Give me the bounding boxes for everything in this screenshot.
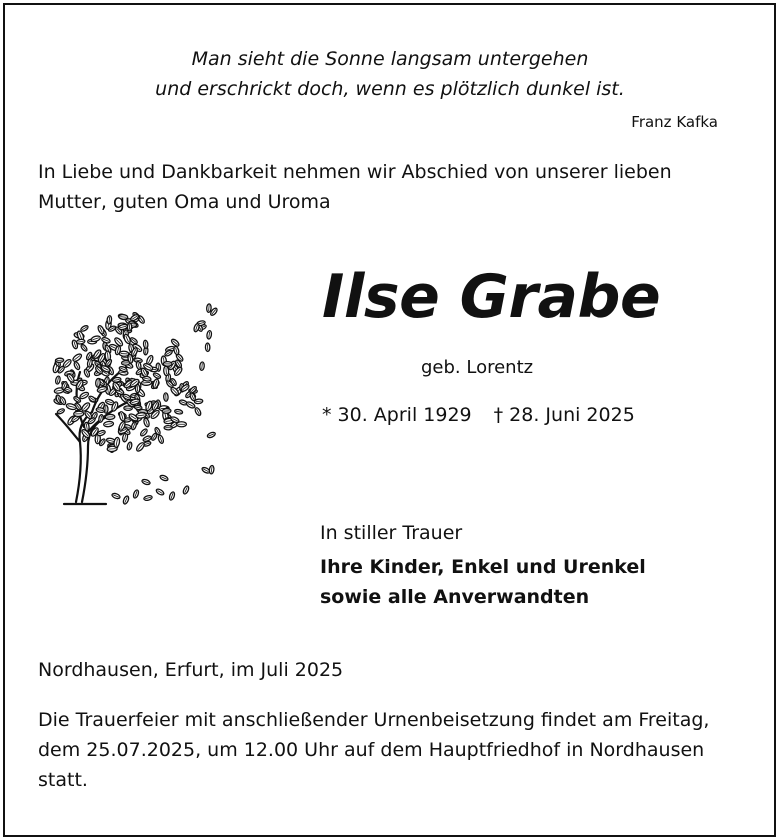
quote-line-2: und erschrickt doch, wenn es plötzlich dunkel ist. (155, 78, 625, 100)
place-date: Nordhausen, Erfurt, im Juli 2025 (38, 659, 344, 681)
mourners-line-1: Ihre Kinder, Enkel und Urenkel (320, 556, 646, 578)
birth-date: * 30. April 1929 (322, 404, 472, 426)
quote-line-1: Man sieht die Sonne langsam untergehen (191, 48, 589, 70)
death-date: † 28. Juni 2025 (493, 404, 635, 426)
mourning-heading: In stiller Trauer (320, 522, 463, 544)
wind-blown-tree-icon (36, 282, 226, 514)
funeral-line-3: statt. (38, 769, 88, 791)
deceased-name: Ilse Grabe (322, 262, 661, 332)
intro-line-1: In Liebe und Dankbarkeit nehmen wir Abschied von unserer lieben (38, 161, 672, 183)
birth-name: geb. Lorentz (421, 357, 534, 378)
funeral-line-2: dem 25.07.2025, um 12.00 Uhr auf dem Hauptfriedhof in Nordhausen (38, 739, 705, 761)
intro-line-2: Mutter, guten Oma und Uroma (38, 191, 331, 213)
quote-author: Franz Kafka (631, 113, 718, 131)
life-dates (322, 404, 635, 426)
funeral-line-1: Die Trauerfeier mit anschließender Urnenbeisetzung findet am Freitag, (38, 709, 710, 731)
mourners-line-2: sowie alle Anverwandten (320, 586, 590, 608)
